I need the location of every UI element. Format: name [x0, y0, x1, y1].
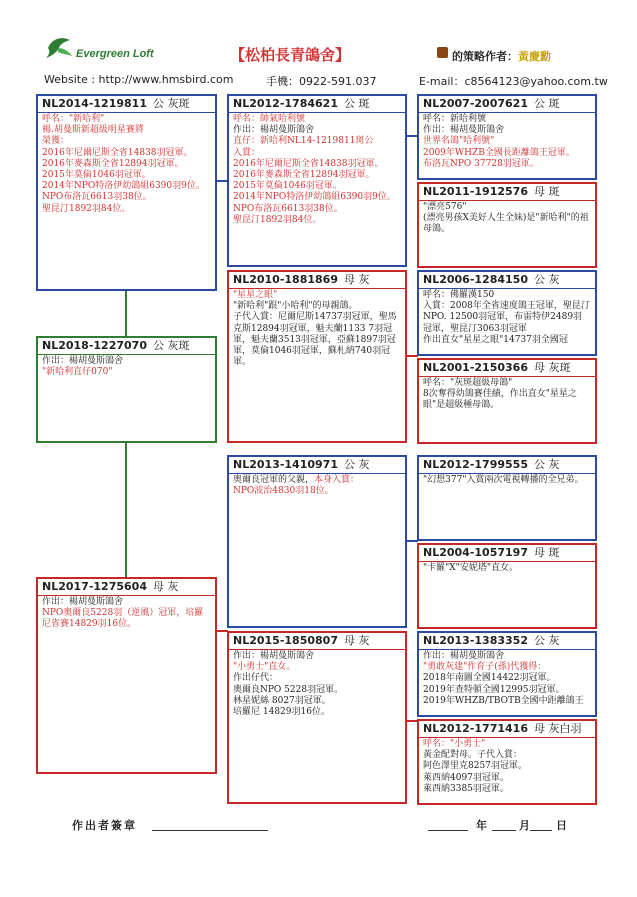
pedigree-box-sire: [36, 94, 217, 291]
box-line: 2016年尼爾尼斯全省14838羽冠軍。: [42, 147, 193, 158]
box-body: [419, 562, 595, 575]
ring-number: NL2013-1410971 公 灰: [229, 457, 405, 474]
year-field[interactable]: [428, 830, 468, 831]
pedigree-box-grandsire: [227, 94, 407, 267]
pedigree-box-great-1: [417, 94, 597, 180]
box-line: 世界名鴿"哈利號": [423, 136, 495, 147]
box-line: 呼名："灰斑超級母鴿": [423, 378, 513, 388]
box-line: 萊西納3385羽冠軍。: [423, 783, 509, 794]
box-line: 2014年NPO特洛伊幼鴿組6390羽9位。: [233, 192, 396, 203]
box-line: 林星妮絲 8027羽冠軍。: [233, 695, 331, 706]
box-line: 2014年NPO特洛伊幼鴿組6390羽9位。: [42, 181, 205, 192]
ring-number: NL2017-1275604 母 灰: [38, 579, 215, 596]
box-line: 2016年麥森斯全省12894羽冠軍。: [42, 158, 184, 169]
box-line: "新哈利"跟"小哈利"的母親鴿。: [233, 301, 358, 312]
box-line: 子代入賞：尼爾尼斯14737羽冠軍，聖馬克斯12894羽冠軍，魁夫蘭1133 7羽冠軍，魁夫蘭3513羽冠軍，亞蘇1897羽冠軍，莫倫1046羽冠軍，蘇札納740羽冠軍。: [233, 312, 397, 368]
ring-number: NL2010-1881869 母 灰: [229, 272, 405, 289]
box-line: 聖昆汀1892羽84位。: [233, 214, 322, 225]
ring-number: NL2018-1227070 公 灰斑: [38, 338, 215, 355]
box-line: NPO波治4830羽18位。: [233, 486, 334, 497]
box-line: "漂亮576": [423, 202, 467, 212]
box-line: 作出：楊胡曼斯鴿舍: [233, 125, 315, 136]
box-line: 作出仔代：: [233, 673, 279, 684]
author-avatar-icon: [437, 47, 448, 58]
box-body: [419, 113, 595, 171]
logo-text: Evergreen Loft: [76, 48, 154, 60]
box-body: [419, 650, 595, 708]
box-line: 2019年查特頓全國12995羽冠軍。: [423, 684, 565, 695]
box-body: [419, 738, 595, 796]
box-body: [229, 289, 405, 369]
box-line: NPO布洛瓦6613羽38位。: [42, 192, 152, 203]
year-label: 年: [476, 819, 487, 832]
ring-number: NL2011-1912576 母 斑: [419, 184, 595, 201]
box-body: [229, 650, 405, 719]
box-line: 阿色澤里克8257羽冠軍。: [423, 761, 527, 772]
box-line: 呼名："新哈利": [42, 114, 105, 124]
pedigree-box-great-5: [417, 455, 597, 541]
box-line: "卡羅"X"安妮塔"直女。: [423, 563, 518, 573]
pedigree-box-subject: [36, 336, 217, 443]
box-line: 2019年WHZB/TBOTB全國中距離鴿王: [423, 695, 584, 706]
ring-number: NL2012-1784621 公 斑: [229, 96, 405, 113]
box-line: 呼名：新哈利號: [423, 114, 487, 124]
day-field[interactable]: [530, 830, 552, 831]
box-line: 呼名：佛羅漢150: [423, 290, 495, 300]
box-line: 作出：楊胡曼斯鴿舍: [423, 125, 505, 136]
connector: [125, 442, 127, 578]
logo-bird-icon: [44, 34, 74, 62]
website-link[interactable]: Website : http://www.hmsbird.com: [44, 73, 234, 86]
box-line: 入賞：2008年全省速度鴿王冠軍，聖昆汀NPO. 12500羽冠軍，布雷特伊2489羽冠軍，聖昆汀3063羽冠軍: [423, 301, 590, 334]
box-line: 2016年尼爾尼斯全省14838羽冠軍。: [233, 158, 384, 169]
box-line: 萊西納4097羽冠軍。: [423, 772, 509, 783]
box-body: [38, 355, 215, 379]
box-line: "勇敢灰建"作育子(孫)代獲得：: [423, 662, 547, 673]
day-label: 日: [556, 819, 567, 832]
box-line: 楊.胡曼斯新超級明星賽將: [42, 125, 144, 136]
box-line: NPO奧爾良5228羽（逆風）冠軍，培羅尼省賽14829羽16位。: [42, 608, 204, 630]
pedigree-box-granddam: [227, 270, 407, 443]
strategist-label: 的策略作者：: [452, 50, 518, 63]
ring-number: NL2001-2150366 母 灰斑: [419, 360, 595, 377]
box-line: 2018年南圖全國14422羽冠軍。: [423, 673, 556, 684]
box-line: 2015年莫倫1046羽冠軍。: [42, 170, 151, 181]
box-line: 作出：楊胡曼斯鴿舍: [423, 651, 505, 661]
strategist-name: 黃慶勳: [518, 50, 551, 63]
box-line: 2009年WHZB全國長距離鴿王冠軍。: [423, 147, 575, 158]
box-line: "新哈利直仔070": [42, 367, 113, 378]
box-line: 黃金配對母。子代入賞：: [423, 750, 523, 761]
ring-number: NL2014-1219811 公 灰斑: [38, 96, 215, 113]
box-line: (漂亮男孩X美好人生全妹)是"新哈利"的祖母鴿。: [423, 213, 589, 235]
connector: [125, 290, 127, 337]
box-line: 呼名：帥氣哈利號: [233, 114, 306, 124]
pedigree-box-grandsire-dam-side: [227, 455, 407, 628]
box-line: 培羅尼 14829羽16位。: [233, 707, 330, 718]
box-line: 聖昆汀1892羽84位。: [42, 203, 131, 214]
box-line: 作出：楊胡曼斯鴿舍: [42, 356, 124, 366]
pedigree-box-great-6: [417, 543, 597, 629]
box-line: "幻想377"入賞兩次電視轉播的全兄弟。: [423, 475, 584, 485]
box-line: 2016年麥森斯全省12894羽冠軍。: [233, 170, 375, 181]
box-line: 作出：楊胡曼斯鴿舍: [233, 651, 315, 661]
box-line: 入賞：: [233, 147, 261, 158]
pedigree-box-great-4: [417, 358, 597, 444]
ring-number: NL2007-2007621 公 斑: [419, 96, 595, 113]
box-line: 奧爾良冠軍的父親，本身入賞：: [233, 475, 360, 485]
box-line: 奧爾良NPO 5228羽冠軍。: [233, 684, 344, 695]
box-body: [38, 596, 215, 632]
box-line: "小勇士"直女。: [233, 662, 296, 673]
box-line: 直仔：新哈利NL14-1219811斑公: [233, 136, 374, 147]
box-body: [419, 474, 595, 487]
box-line: NPO布洛瓦6613羽38位。: [233, 203, 343, 214]
box-line: 8次奪得幼鴿賽佳績，作出直女"星星之眼"是超級種母鴿。: [423, 389, 577, 411]
month-field[interactable]: [492, 830, 516, 831]
box-line: 布洛瓦NPO 37728羽冠軍。: [423, 158, 539, 169]
pedigree-box-great-8: [417, 719, 597, 805]
pedigree-box-great-3: [417, 270, 597, 356]
box-body: [38, 113, 215, 216]
box-line: 2015年莫倫1046羽冠軍。: [233, 181, 342, 192]
box-body: [419, 201, 595, 237]
box-line: 作出直女"星星之眼"14737羽全國冠: [423, 334, 568, 345]
ring-number: NL2006-1284150 公 灰: [419, 272, 595, 289]
pedigree-box-great-2: [417, 182, 597, 268]
ring-number: NL2015-1850807 母 灰: [229, 633, 405, 650]
ring-number: NL2013-1383352 公 灰: [419, 633, 595, 650]
pedigree-box-dam: [36, 577, 217, 774]
box-body: [419, 377, 595, 413]
pedigree-box-granddam-dam-side: [227, 631, 407, 804]
signature-line[interactable]: [152, 830, 268, 831]
pedigree-box-great-7: [417, 631, 597, 717]
box-line: "星星之眼": [233, 290, 278, 300]
box-line: 呼名："小勇士": [423, 739, 486, 749]
box-body: [419, 289, 595, 347]
phone-number: 手機：0922-591.037: [266, 75, 377, 88]
ring-number: NL2004-1057197 母 斑: [419, 545, 595, 562]
box-body: [229, 474, 405, 498]
page-title: 【松柏長青鴿舍】: [230, 46, 351, 64]
signature-label: 作出者簽章: [72, 819, 137, 832]
email-link[interactable]: E-mail：c8564123@yahoo.com.tw: [419, 75, 608, 88]
ring-number: NL2012-1799555 公 灰: [419, 457, 595, 474]
box-line: 作出：楊胡曼斯鴿舍: [42, 597, 124, 607]
box-body: [229, 113, 405, 227]
strategist-credit: [452, 48, 551, 64]
month-label: 月: [519, 819, 530, 832]
ring-number: NL2012-1771416 母 灰白羽: [419, 721, 595, 738]
box-line: 榮獲：: [42, 136, 70, 147]
